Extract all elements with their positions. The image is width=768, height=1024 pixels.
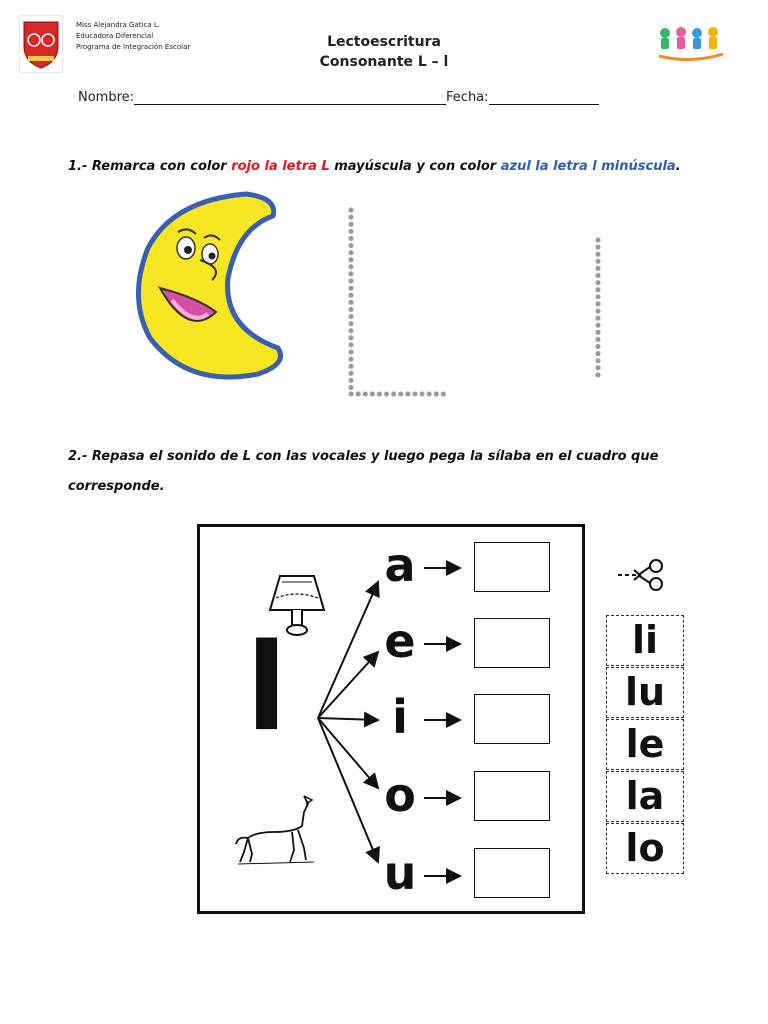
- answer-box-a[interactable]: [474, 542, 550, 592]
- instruction-2: [68, 442, 708, 502]
- date-label: Fecha:: [446, 90, 489, 105]
- syllable-la[interactable]: la: [606, 771, 684, 822]
- instruction-1-end: .: [675, 159, 681, 174]
- syllable-li[interactable]: li: [606, 615, 684, 666]
- answer-box-e[interactable]: [474, 618, 550, 668]
- answer-box-u[interactable]: [474, 848, 550, 898]
- instruction-1-text-b: mayúscula y con color: [329, 159, 501, 174]
- children-logo: [655, 24, 727, 64]
- moon-illustration: [128, 188, 298, 380]
- teacher-program: Programa de Integración Escolar: [76, 43, 191, 51]
- vowel-i: i: [392, 690, 408, 744]
- instruction-1-number: 1.-: [68, 159, 88, 174]
- scissors-icon: [616, 558, 668, 592]
- date-line[interactable]: [489, 104, 599, 105]
- dotted-uppercase-L[interactable]: [345, 206, 455, 400]
- answer-box-o[interactable]: [474, 771, 550, 821]
- vowel-o: o: [384, 768, 416, 822]
- syllable-lo[interactable]: lo: [606, 823, 684, 874]
- vowel-a: a: [384, 538, 416, 592]
- syllable-cutouts: [606, 615, 684, 875]
- worksheet-title: [0, 32, 768, 72]
- wolf-icon: [234, 792, 320, 866]
- instruction-2-text: Repasa el sonido de L con las vocales y luego pega la sílaba en el cuadro que corresponde.: [68, 449, 659, 494]
- name-label: Nombre:: [78, 90, 135, 105]
- teacher-name: Miss Alejandra Gatica L.: [76, 21, 160, 29]
- teacher-role: Educadora Diferencial: [76, 32, 154, 40]
- name-date-row: [78, 90, 599, 105]
- instruction-1-text-a: Remarca con color: [91, 159, 232, 174]
- title-line-1: Lectoescritura: [327, 34, 441, 50]
- instruction-1: [68, 152, 708, 182]
- syllable-lu[interactable]: lu: [606, 667, 684, 718]
- instruction-2-number: 2.-: [68, 449, 88, 464]
- title-line-2: Consonante L – l: [319, 54, 449, 70]
- instruction-1-red-text: rojo la letra L: [231, 159, 330, 174]
- answer-box-i[interactable]: [474, 694, 550, 744]
- dotted-lowercase-l[interactable]: [592, 236, 606, 386]
- vowel-e: e: [384, 614, 416, 668]
- instruction-1-blue-text: azul la letra l minúscula: [500, 159, 676, 174]
- syllable-le[interactable]: le: [606, 719, 684, 770]
- name-line[interactable]: [134, 104, 446, 105]
- big-letter-l: l: [246, 619, 288, 758]
- vowel-u: u: [383, 846, 417, 900]
